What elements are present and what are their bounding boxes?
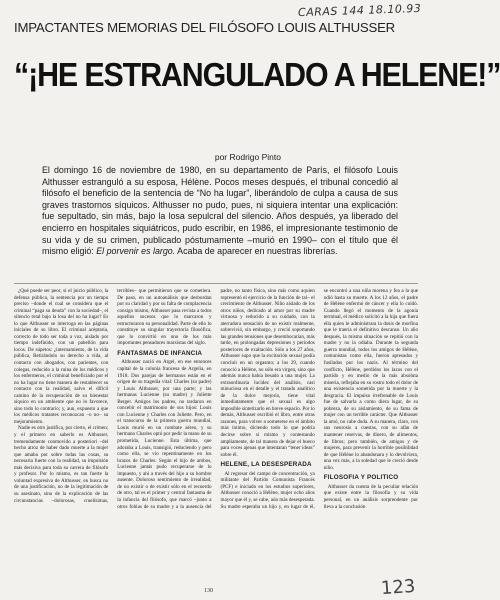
section-heading: FILOSOFIA Y POLITICO	[323, 474, 399, 482]
paragraph: ¿Qué puede ser peor, si el juicio público, la defensa pública, la sentencia por un tiempo preciso –donde el cual se considera que el criminal “paga su deuda” con la sociedad–, el silencio total bajo la losa del no ha lugar? Es lo que Althusser se interroga en las páginas iniciales de su libro. El criminal acéptaría, correcto de todo ser toda a voz, aislado por tiempo indefinido, con un pabellón para locos. De súpetos: ¿internamiento, de la vida pública, Retirándolo su derecho a vida, al contacto con abogados, con parientes, con colegas, reducido a la ruina de los médicos y los enfermeros, el criminal beneficiado por el no ha lugar no tiene manera de restablecer su contacto con la realidad, salvo el difícil camino de la recuperación de su bienestar síquico en un ambiente que no lo favorece, sino todo lo contrario; y, aun, expuesto a que los médicos tratantes reconozcan –o no– su mejoramiento.	[14, 288, 109, 425]
book-title: El porvenir es largo.	[96, 246, 176, 257]
divider	[14, 283, 418, 284]
byline: por Rodrigo Pinto	[214, 152, 281, 162]
kicker: IMPACTANTES MEMORIAS DEL FILÓSOFO LOUIS ALTHUSSER	[14, 20, 396, 35]
handwritten-page-number: 123	[379, 575, 416, 600]
article-body	[14, 288, 418, 578]
handwritten-note: CARAS 144 18.10.93	[297, 1, 422, 20]
headline: “¡HE ESTRANGULADO A HELENE!”	[14, 56, 500, 93]
paragraph: Nadie es otro justifica, por cierto, el crimen; y el primero en saberlo es Althusser, tremendamente conmovido a posteriori –del hecho atroz de haber dado muerte a la mujer que amaba por sobre todas las cosas, su necesaria fuerte con la realidad, su impulsión más decisiva para toda su carrera de filósofo y profesor. Por lo mismo, es tan fuerte la voluntad expresiva de Althusser, en busca no de una justificación, no de la legitimación de su asesinato, sino de la explicación de las circunstancias –dolorosas, cruelísimas, terribles– que permitieron que se cometiera. De paso, en un autoanálisis que desbordan por su claridad y por su falta de complacencia consigo mismo, Althusser pasa revista a todos aquellos sucesos que lo marcaron y estructuraron su personalidad. Parte de ello lo constituye su singular trayectoria filosófica, que lo convirtió en uno de los más importantes pensadores marxistas del siglo.	[14, 288, 212, 504]
lede-text-2: Acaba de aparecer en nuestras librerías.	[175, 246, 338, 257]
section-heading: HELENE, LA DESESPERADA	[220, 461, 312, 469]
lede-text-1: El domingo 16 de noviembre de 1980, en su departamento de París, el filósofo Louis Althusser estranguló a su esposa, Hélène. Pocos meses después, el tribunal concedió al filósofo el beneficio de la sentencia de “No ha lugar”, liberándolo de culpa a causa de sus graves trastornos síquicos. Althusser no pudo, pues, ni siquiera intentar una explicación: fue sepultado, sin más, bajo la losa sepulcral del silencio. Años después, ya liberado del encierro en hospitales siquiátricos, pudo escribir, en 1986, el impresionante testimonio de su vida y de su crimen, publicado póstumamente –murió en 1990– con el título que él mismo eligió:	[42, 165, 398, 257]
lede	[42, 165, 398, 258]
section-heading: FANTASMAS DE INFANCIA	[117, 349, 203, 357]
paragraph: Althusser nació en Argel, en ese entonces capital de la colonia francesa de Argelia, en 1918. Dos parejas de hermanos están en el origen de su tragedia vital: Charles (su padre) y Louis Althusser, por una parte; y las hermanas Lucienne (su madre) y Juliette Berger. Amigos los padres, no tardaron en concebir el matrimonio de sus hijos: Louis con Lucienne y Charles con Juliette. Pero, en el transcurso de la primera guerra mundial, Louis murió en un combate aéreo, y su hermano Charles optó por pedir la mano de su prometida, Lucienne. Esta última, que adoraba a Louis, transigió, reduciendo y pero como ella, se vio repentinamente en los brazos de Charles. Según el hijo de ambos, Lucienne jamás pudo recuperarse de lo impuesto, y ahí a través del hijo a su hombre ausente. Doloroso sentimiento de irrealidad, de no existir o de existir sólo en el recuerdo de otro, tal es el primer y central fantasma de la infancia del filósofo, que marcó –junto a otros fobias de su madre y a la ausencia del padre, no tanto física, sino más como aquien representó el ejercicio de la función de tal– el crecimiento de Althusser. Niño aislado de los otros niños, dedicado al amor por su madre virtuosa y reducido a su cuidado, con la aterradora sensación de no existir realmente, sobrevivió, sin embargo, y creció soportando las grandes tensiones que desembocarían, más tarde, en prolongadas depresiones y períodos posteriores de exaltación. Sólo a los 27 años, Althusser supo que la excitación sexual podía concluir en un orgasmo; a los 29, cuando conoció a Hélène, no sólo era virgen, sino que además nunca había besado a una mujer. La extraordinaria lucidez del análisis, casi minuciosa en el detalle y el tratado analítico de la dulce mejoría, tiene vital inmediatamente que el sexual es algo imposible sintetizarlo en breve espacio. Por lo demás, Althusser escribió el libro, entre otras razones, para volver a someterse en el ámbito más íntimo, diciendo todo lo que podría decirse sobre sí mismo y contestando ampliamente, de tal manera de dejar el hueco para voces ajenas que intentaran “tener ideas” sobre él.	[117, 288, 315, 510]
paragraph: Althusser da cuenta de la peculiar relación que existe entre la filosofía y su vida personal, en un análisis sorprendente por lleva a la conclusión	[323, 483, 418, 510]
page-number: 130	[204, 588, 213, 594]
paragraph: Al regresar del campo de concentración, ya militante del Partido Comunista Francés (PCF) e iniciado en los estudios superiores, Althusser conoció a Hélène, mujer ocho años mayor que él y, se cabe, aún más desesperada. Su madre esperaba un hijo y, en lugar de él, se encontró a una niña morena y fea a la que odió hasta su muerte. A los 12 años, el padre de Hélène enfermó de cáncer y ella lo cuidó. Cuando llegó el momento de la agonía terminal, el médico solicitó a la hija que fuera ella quien le administrara la dosis de morfina que le traería el definitivo descanso. Un año después, la misma situación se repitió con la madre y no la odiaba. Durante la segunda guerra mundial, todos los amigos de Hélène, comunistas como ella, fueron apresados y fusilados por los nazis. Al término del conflicto, Hélène, perdidos los lazos con el partido y en medio de la más absoluta miseria, reflejaba en su rostro todo el dolor de una existencia sometida por la muerte y la desgracia. El impulso irrefrenable de Louis fue de salvarla a como diera lugar, de su pobreza, de su aislamiento, de su fama de mujer con un terrible carácter. Que Althusser la amó, no cabe duda. A su manera, claro, con sus neurosis a cuestas, con su afán de mantener reservas, de dinero, de alimentos, de libros; pero también, de amigos y de mujeres, para prevenir la horrible posibilidad de que Hélène lo abandonara y lo devolviera, una vez más, a la soledad que le creció desde niño.	[220, 288, 418, 510]
